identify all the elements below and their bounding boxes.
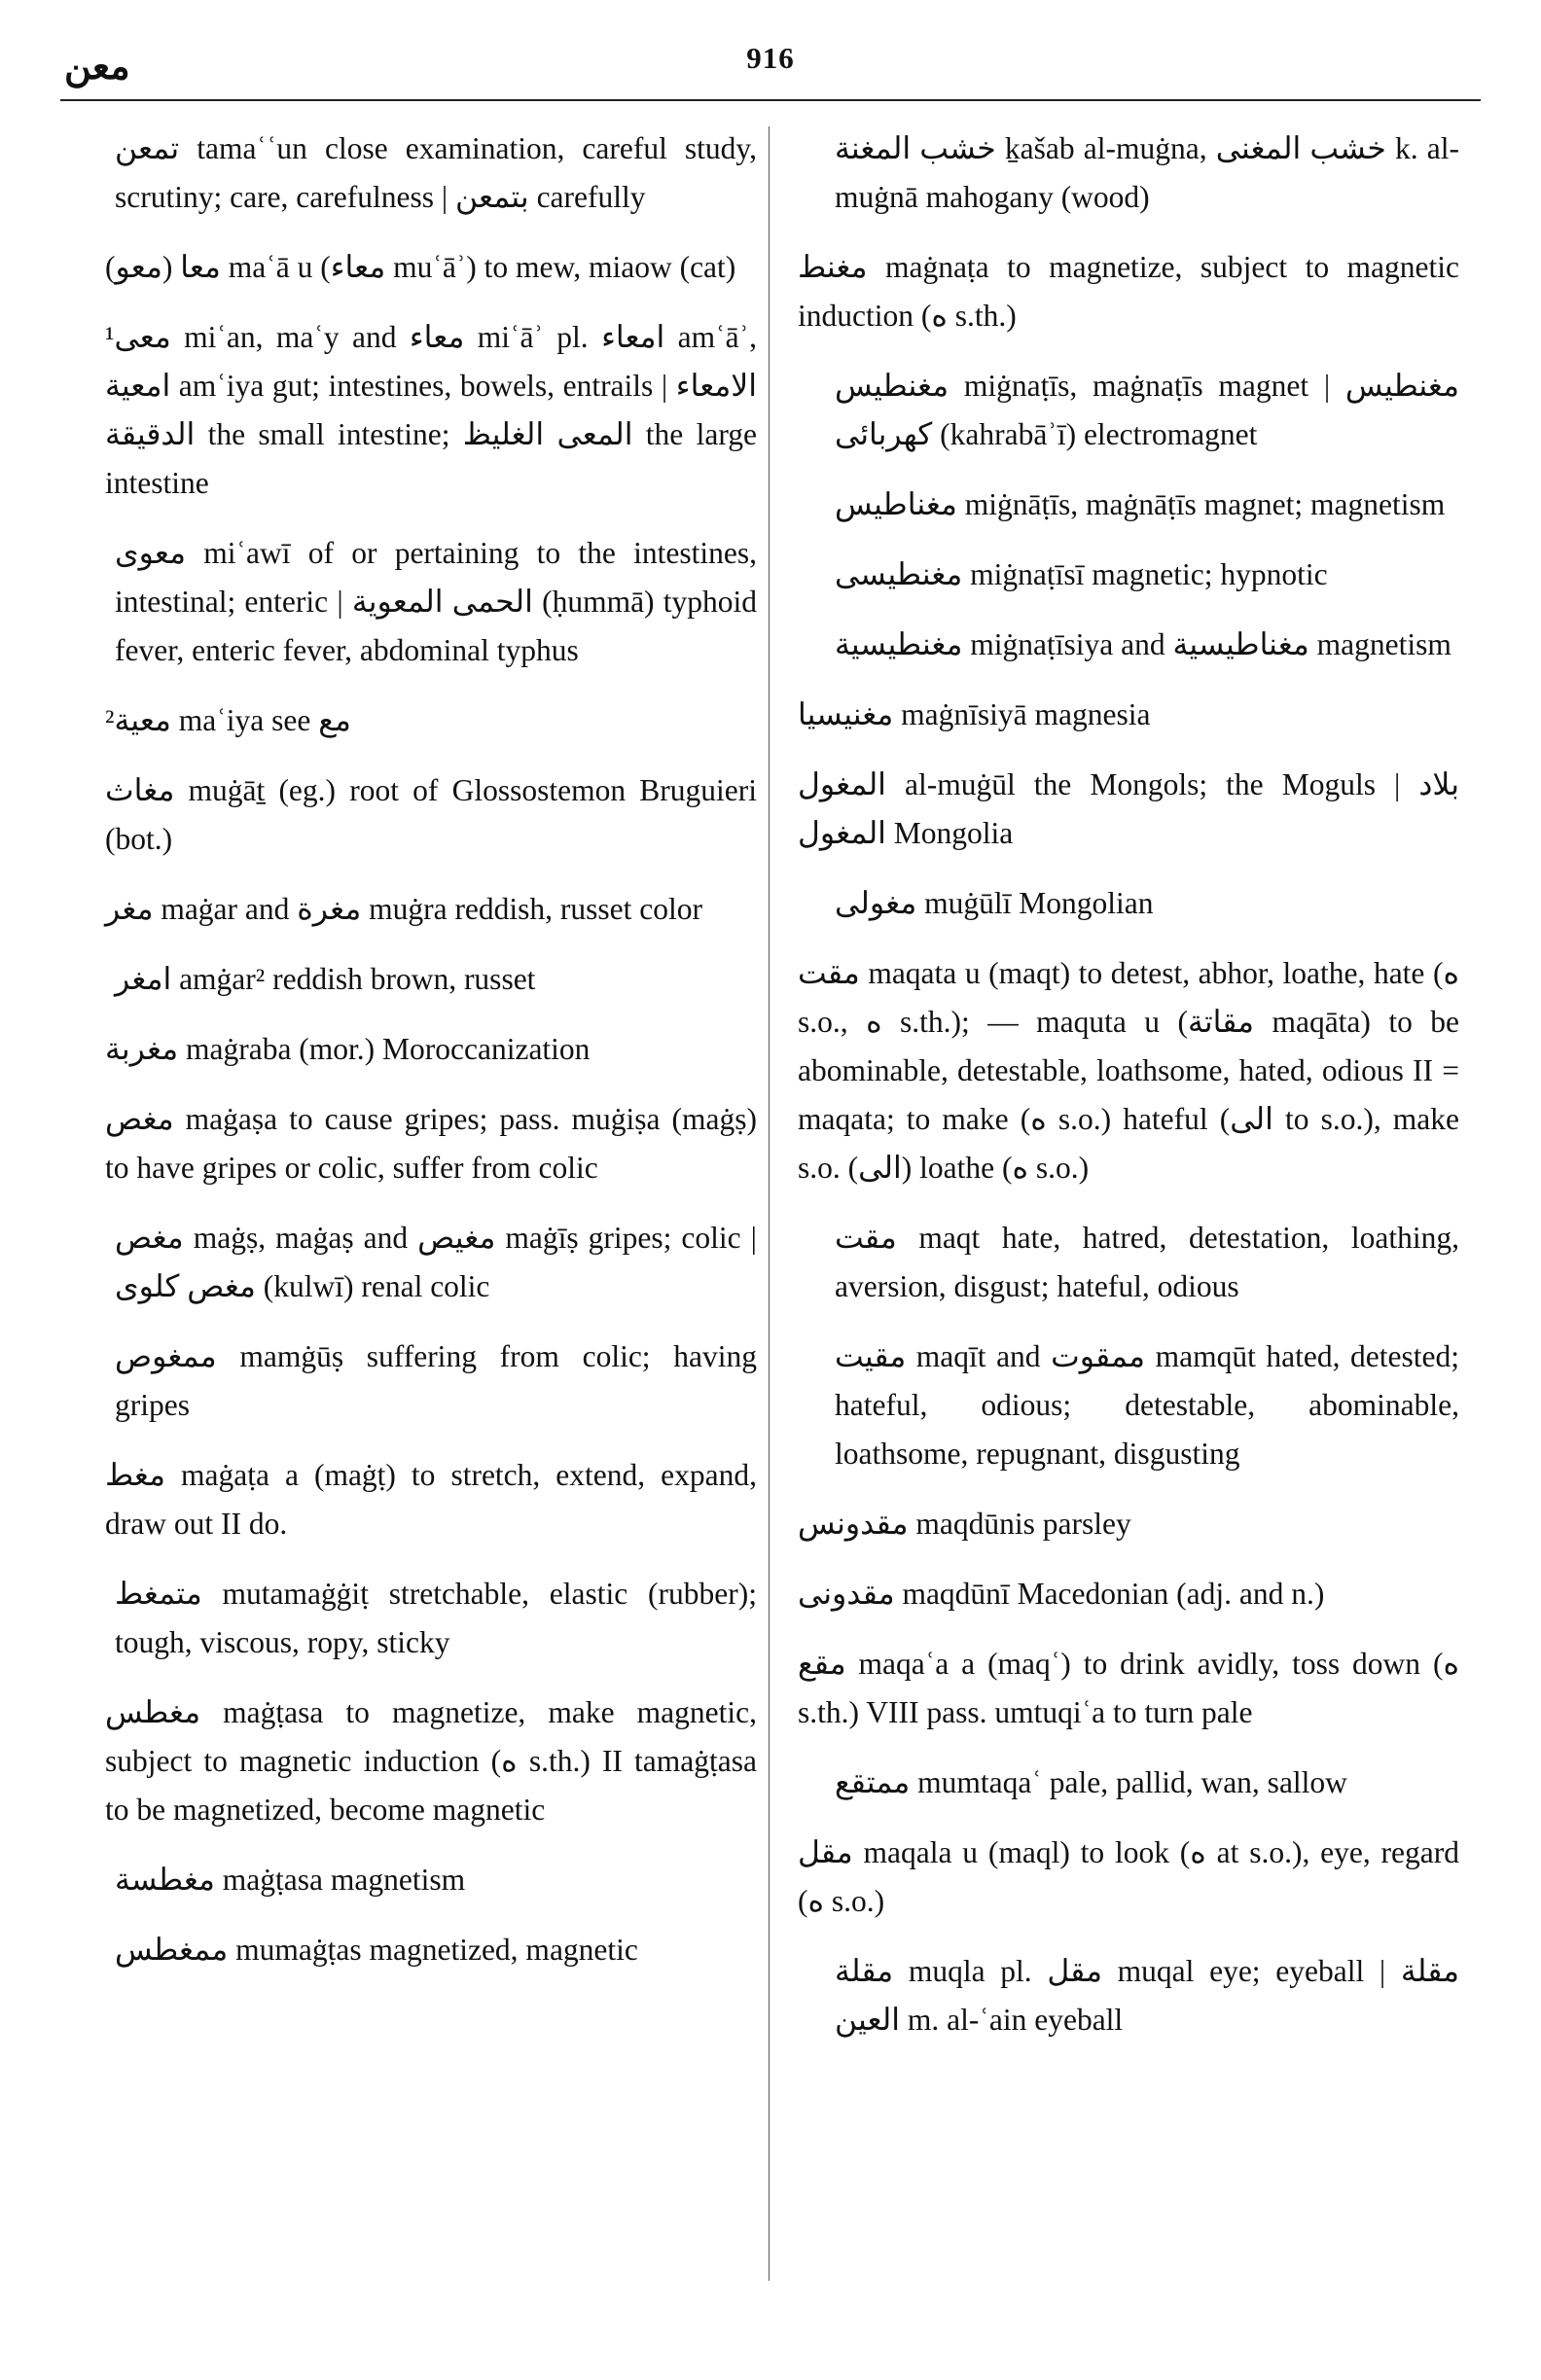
- entry-maqata: مقت maqata u (maqt) to detest, abhor, loathe, hate (ه s.o., ه s.th.); — maquta u (مقاتة maqāta) to be abominable, detestable, loathsome, hated, odious II = maqata; to make (ه s.o.) hateful (الى to s.o.), make s.o. (الى) loathe (ه s.o.): [798, 956, 1460, 1185]
- entry-maghtasa-noun: مغطسة maġṭasa magnetism: [115, 1863, 466, 1897]
- entry-mutamaghghit: متمغط mutamaġġiṭ stretchable, elastic (rubber); tough, viscous, ropy, sticky: [115, 1577, 757, 1659]
- entry-maghnata: مغنط maġnaṭa to magnetize, subject to magnetic induction (ه s.th.): [798, 250, 1459, 333]
- entry-khashab-mughna: خشب المغنة ḵašab al-muġna, خشب المغنى k. al-muġnā mahogany (wood): [835, 131, 1459, 214]
- root-word-heading: معن: [64, 47, 130, 88]
- column-divider: [769, 126, 770, 2281]
- entry-mighnatis-long: مغناطيس miġnāṭīs, maġnāṭīs magnet; magnetism: [835, 487, 1446, 521]
- entry-maqt: مقت maqt hate, hatred, detestation, loathing, aversion, disgust; hateful, odious: [835, 1221, 1459, 1303]
- entry-maghnisiya: مغنيسيا maġnīsiyā magnesia: [798, 697, 1151, 731]
- entry-mughath: مغاث muġāṯ (eg.) root of Glossostemon Bruguieri (bot.): [105, 773, 757, 856]
- entry-miawi: معوى miʿawī of or pertaining to the intestines, intestinal; enteric | الحمى المعوية (ḥummā) typhoid fever, enteric fever, abdominal typhus: [115, 536, 757, 667]
- entry-maghs: مغص maġṣ, maġaṣ and مغيص maġīṣ gripes; colic | مغص كلوى (kulwī) renal colic: [115, 1221, 757, 1303]
- entry-maghtasa-verb: مغطس maġṭasa to magnetize, make magnetic, subject to magnetic induction (ه s.th.) II tamaġṭasa to be magnetized, become magnetic: [105, 1695, 757, 1827]
- entry-maqala: مقل maqala u (maql) to look (ه at s.o.), eye, regard (ه s.o.): [798, 1835, 1460, 1918]
- entry-maa-mew: (معو) معا maʿā u (معاء muʿāʾ) to mew, miaow (cat): [105, 250, 736, 284]
- entry-maghar: مغر maġar and مغرة muġra reddish, russet color: [105, 892, 703, 926]
- entry-tamaun: تمعن tamaʿʿun close examination, careful study, scrutiny; care, carefulness | بتمعن carefully: [115, 131, 757, 214]
- entry-maghraba: مغربة maġraba (mor.) Moroccanization: [105, 1032, 591, 1066]
- entry-mighnatisiya: مغنطيسية miġnaṭīsiya and مغناطيسية magnetism: [835, 627, 1451, 661]
- entry-maqaa: مقع maqaʿa a (maqʿ) to drink avidly, toss down (ه s.th.) VIII pass. umtuqiʿa to turn pale: [798, 1647, 1459, 1729]
- page-number: 916: [746, 41, 795, 75]
- entry-maghasa: مغص maġaṣa to cause gripes; pass. muġiṣa (maġṣ) to have gripes or colic, suffer from colic: [105, 1102, 757, 1185]
- right-column: [798, 124, 1460, 2066]
- entry-maghata: مغط maġaṭa a (maġṭ) to stretch, extend, expand, draw out II do.: [105, 1458, 757, 1541]
- entry-mighnatisi: مغنطيسى miġnaṭīsī magnetic; hypnotic: [835, 557, 1328, 591]
- entry-mumtaqa: ممتقع mumtaqaʿ pale, pallid, wan, sallow: [835, 1765, 1347, 1799]
- entry-maiya: ²معية maʿiya see مع: [105, 703, 351, 737]
- page-header: [60, 27, 1481, 105]
- entry-mian-gut: ¹معى miʿan, maʿy and معاء miʿāʾ pl. امعاء amʿāʾ, امعية amʿiya gut; intestines, bowels, entrails | الامعاء الدقيقة the small intestine; المعى الغليظ the large intestine: [105, 320, 757, 500]
- entry-mughuli: مغولى muġūlī Mongolian: [835, 886, 1154, 920]
- left-column: [105, 124, 757, 1996]
- entry-mumaghtas: ممغطس mumaġṭas magnetized, magnetic: [115, 1933, 638, 1967]
- entry-mighnatis: مغنطيس miġnaṭīs, maġnaṭīs magnet | مغنطيس كهربائى (kahrabāʾī) electromagnet: [835, 369, 1459, 451]
- entry-amghar: امغر amġar² reddish brown, russet: [115, 962, 536, 996]
- entry-mamghus: ممغوص mamġūṣ suffering from colic; having gripes: [115, 1339, 757, 1422]
- entry-muqla: مقلة muqla pl. مقل muqal eye; eyeball | مقلة العين m. al-ʿain eyeball: [835, 1954, 1459, 2037]
- entry-maqdunis: مقدونس maqdūnis parsley: [798, 1507, 1131, 1541]
- header-rule: [60, 99, 1481, 101]
- entry-al-mughul: المغول al-muġūl the Mongols; the Moguls | بلاد المغول Mongolia: [798, 767, 1459, 850]
- entry-maqit: مقيت maqīt and ممقوت mamqūt hated, detested; hateful, odious; detestable, abominable, loathsome, repugnant, disgusting: [835, 1339, 1459, 1471]
- entry-maqduni: مقدونى maqdūnī Macedonian (adj. and n.): [798, 1577, 1325, 1611]
